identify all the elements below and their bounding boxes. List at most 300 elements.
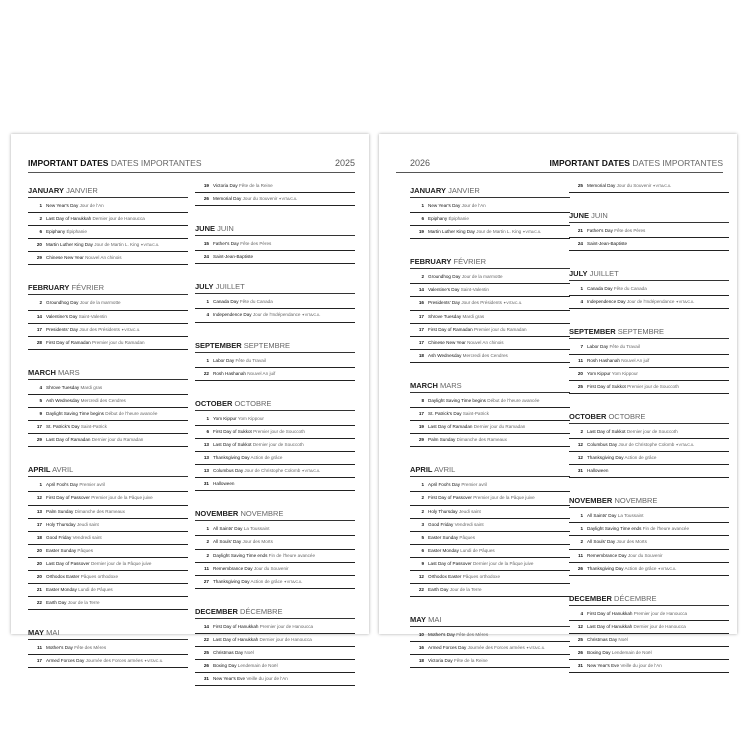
event-name-en: Easter Monday	[46, 587, 77, 593]
event-day: 3	[421, 521, 424, 527]
event-name-en: Martin Luther King Day	[46, 242, 93, 248]
event-day: 5	[39, 397, 42, 403]
event-row	[28, 558, 188, 571]
event-row	[569, 634, 729, 647]
spacer	[28, 447, 188, 459]
page-title: IMPORTANT DATES DATES IMPORTANTES	[28, 158, 202, 168]
event-row	[195, 634, 355, 647]
event-name-en: First Day of Sukkot	[587, 383, 626, 389]
month-heading	[28, 282, 188, 295]
event-row	[28, 421, 188, 434]
event-row	[410, 558, 570, 571]
month-heading	[28, 185, 188, 198]
event-name-fr: Action de grâce	[250, 578, 283, 584]
event-name-fr: Pâques	[77, 547, 94, 553]
event-day: 12	[418, 573, 424, 579]
event-row	[569, 536, 729, 549]
event-name-fr: Jour de Christophe Colomb	[618, 441, 675, 447]
event-name-en: Shrove Tuesday	[46, 384, 80, 390]
event-day: 2	[580, 539, 583, 545]
event-row	[195, 478, 355, 491]
event-day: 2	[580, 428, 583, 434]
event-name-fr: Jeudi saint	[458, 508, 481, 514]
event-name-en: Earth Day	[428, 587, 449, 593]
month-name-fr: AVRIL	[434, 465, 456, 475]
event-name-en: Valentine's Day	[46, 313, 78, 319]
event-day: 1	[580, 286, 583, 292]
event-day: 12	[577, 455, 583, 461]
column-left	[410, 180, 570, 668]
event-row	[569, 439, 729, 452]
event-row	[410, 492, 570, 505]
event-row	[28, 492, 188, 505]
event-name-en: All Souls' Day	[213, 539, 242, 545]
spacer	[410, 447, 570, 459]
event-name-fr: Fête des Pères	[240, 241, 272, 247]
planner-page-2025	[11, 134, 369, 682]
month-name-fr: JUILLET	[589, 269, 619, 279]
event-name-fr: Jeudi saint	[76, 521, 99, 527]
event-day: 5	[421, 534, 424, 540]
month-name-en: MARCH	[410, 380, 438, 390]
month-heading	[569, 411, 729, 424]
month-name-fr: NOVEMBRE	[614, 496, 658, 506]
event-name-en: Palm Sunday	[428, 437, 456, 443]
event-row	[195, 296, 355, 309]
event-name-en: All Saints' Day	[587, 513, 617, 519]
event-day: 16	[418, 645, 424, 651]
event-row	[28, 200, 188, 213]
month-name-fr: SEPTEMBRE	[617, 327, 665, 337]
month-heading	[410, 185, 570, 198]
event-name-en: Remembrance Day	[213, 565, 253, 571]
month-heading	[195, 508, 355, 521]
event-name-fr: Yom Kippour	[611, 370, 638, 376]
event-name-en: Easter Sunday	[46, 547, 77, 553]
event-day: 18	[418, 658, 424, 664]
event-name-en: Holy Thursday	[428, 508, 458, 514]
event-day: 1	[206, 299, 209, 305]
spacer	[28, 350, 188, 362]
event-name-en: Saint-Jean-Baptiste	[587, 241, 628, 247]
event-name-en: Last Day of Sukkot	[213, 441, 252, 447]
spacer	[410, 597, 570, 609]
event-row	[569, 660, 729, 673]
month-name-en: FEBRUARY	[410, 257, 452, 267]
page-title: IMPORTANT DATES DATES IMPORTANTES	[549, 158, 723, 168]
event-day: 6	[421, 547, 424, 553]
event-day: 12	[577, 441, 583, 447]
event-name-en: Last Day of Passover	[46, 560, 90, 566]
event-day: 1	[580, 526, 583, 532]
spacer	[410, 363, 570, 375]
event-name-en: Daylight Saving Time ends	[213, 552, 268, 558]
month-name-en: SEPTEMBER	[195, 340, 242, 350]
event-name-en: Boxing Day	[587, 649, 611, 655]
event-row	[569, 563, 729, 576]
event-name-fr: Fête des Pères	[614, 228, 646, 234]
event-row	[410, 519, 570, 532]
event-day: 26	[203, 663, 209, 669]
event-name-fr: Saint-Patrick	[462, 411, 489, 417]
planner-page-2026	[379, 134, 737, 669]
event-row	[28, 395, 188, 408]
event-name-fr: Premier jour de Souccoth	[253, 428, 305, 434]
event-name-fr: Jour des Morts	[616, 539, 647, 545]
event-day: 31	[203, 481, 209, 487]
event-name-en: Labor Day	[587, 344, 609, 350]
event-day: 26	[577, 565, 583, 571]
event-row	[28, 311, 188, 324]
event-row	[28, 479, 188, 492]
event-day: 20	[577, 370, 583, 376]
event-name-en: April Fool's Day	[428, 482, 461, 488]
event-name-en: Orthodox Easter	[428, 573, 462, 579]
event-name-fr: Journée des Forces armées	[85, 658, 143, 664]
month-name-en: MAY	[28, 628, 44, 638]
spacer	[195, 206, 355, 218]
event-name-fr: Pâques orthodoxe	[462, 573, 501, 579]
event-day: 2	[206, 539, 209, 545]
event-day: 1	[580, 513, 583, 519]
event-name-fr: Jour de Martin L. King	[476, 229, 522, 235]
event-day: 17	[36, 326, 42, 332]
vita-marker: ✦VITA/C-IL	[522, 230, 542, 235]
event-row	[410, 271, 570, 284]
event-name-en: Boxing Day	[213, 663, 237, 669]
event-name-en: Columbus Day	[587, 441, 618, 447]
event-row	[569, 426, 729, 439]
event-day: 11	[37, 645, 42, 651]
event-day: 6	[421, 216, 424, 222]
event-row	[195, 523, 355, 536]
event-day: 14	[418, 287, 424, 293]
month-heading	[195, 606, 355, 619]
event-row	[569, 283, 729, 296]
event-day: 27	[203, 578, 209, 584]
event-day: 11	[578, 552, 583, 558]
spacer	[195, 323, 355, 335]
event-row	[195, 536, 355, 549]
spacer	[569, 576, 729, 588]
event-name-en: Chinese New Year	[46, 255, 84, 261]
month-heading	[410, 614, 570, 627]
event-name-fr: Action de grâce	[624, 455, 657, 461]
event-name-fr: Dimanche des Rameaux	[74, 508, 125, 514]
event-name-fr: Dernier jour de Souccoth	[626, 428, 678, 434]
event-name-fr: Jour de la Terre	[449, 587, 482, 593]
event-name-en: First Day of Passover	[428, 495, 472, 501]
event-row	[410, 584, 570, 597]
event-day: 2	[206, 552, 209, 558]
event-row	[569, 225, 729, 238]
month-heading	[569, 593, 729, 606]
event-name-fr: Premier jour du Ramadan	[91, 339, 145, 345]
month-name-en: JANUARY	[28, 186, 64, 195]
event-day: 22	[418, 587, 424, 593]
month-name-fr: MAI	[428, 615, 442, 625]
month-heading	[410, 256, 570, 269]
event-name-fr: Jour de la Terre	[67, 600, 100, 606]
event-day: 25	[577, 636, 583, 642]
event-name-en: Thanksgiving Day	[587, 565, 624, 571]
month-name-en: SEPTEMBER	[569, 327, 616, 337]
event-name-fr: Jour du Souvenir	[253, 565, 289, 571]
spacer	[569, 251, 729, 263]
event-day: 18	[418, 352, 424, 358]
event-row	[28, 408, 188, 421]
event-row	[195, 660, 355, 673]
event-name-en: Mother's Day	[428, 632, 455, 638]
event-row	[195, 238, 355, 251]
spacer	[195, 589, 355, 601]
event-day: 22	[203, 636, 209, 642]
event-name-en: Victoria Day	[428, 658, 453, 664]
event-name-fr: Nouvel An juif	[621, 357, 650, 363]
event-row	[410, 200, 570, 213]
event-name-fr: Jour de l'Indépendance	[252, 312, 301, 318]
event-row	[28, 571, 188, 584]
event-row	[410, 311, 570, 324]
month-name-fr: MARS	[58, 367, 80, 377]
vita-marker: ✦VITA/C-IL	[675, 442, 695, 447]
month-name-en: DECEMBER	[195, 606, 238, 616]
event-name-en: April Fool's Day	[46, 482, 79, 488]
event-name-fr: Jour des Présidents	[79, 326, 120, 332]
event-name-en: Daylight Saving Time begins	[46, 411, 104, 417]
event-name-fr: Fête du Canada	[613, 286, 647, 292]
vita-marker: ✦VITA/C-IL	[526, 646, 545, 651]
event-row	[410, 571, 570, 584]
event-name-en: All Souls' Day	[587, 539, 616, 545]
event-row	[410, 642, 570, 655]
event-day: 14	[36, 313, 42, 319]
event-name-fr: Pâques orthodoxe	[80, 573, 119, 579]
event-name-en: Yom Kippur	[213, 415, 237, 421]
event-name-fr: Fête du Travail	[609, 344, 640, 350]
event-name-en: Easter Sunday	[428, 534, 459, 540]
event-name-fr: Journée des Forces armées	[467, 645, 525, 651]
event-name-fr: Fête des Mères	[456, 632, 489, 638]
event-name-en: Canada Day	[587, 286, 613, 292]
event-day: 14	[203, 623, 209, 629]
month-name-en: JUNE	[195, 224, 216, 234]
event-row	[410, 506, 570, 519]
event-row	[410, 655, 570, 668]
spacer	[195, 491, 355, 503]
event-row	[195, 309, 355, 322]
event-day: 21	[36, 587, 42, 593]
event-name-en: Daylight Saving Time ends	[587, 526, 642, 532]
month-heading	[195, 398, 355, 411]
event-name-en: Martin Luther King Day	[428, 229, 475, 235]
month-heading	[195, 340, 355, 353]
event-name-en: Epiphany	[46, 229, 66, 235]
month-name-fr: AVRIL	[52, 465, 74, 475]
event-name-en: Saint-Jean-Baptiste	[213, 254, 254, 260]
event-day: 31	[577, 468, 583, 474]
event-day: 28	[36, 339, 42, 345]
event-name-fr: Nouvel An chinois	[85, 255, 122, 261]
event-name-fr: Saint-Patrick	[80, 424, 107, 430]
event-day: 17	[418, 326, 424, 332]
event-day: 1	[421, 203, 424, 208]
year-label: 2025	[334, 158, 355, 168]
event-name-en: Thanksgiving Day	[213, 578, 250, 584]
event-day: 17	[418, 339, 424, 345]
event-name-en: Last Day of Hanukkah	[587, 623, 633, 629]
event-day: 17	[36, 658, 42, 664]
event-name-en: First Day of Passover	[46, 495, 90, 501]
event-name-en: Epiphany	[428, 216, 448, 222]
event-name-fr: Jour de l'An	[461, 203, 486, 208]
month-heading	[195, 223, 355, 236]
event-name-en: Christmas Day	[587, 636, 618, 642]
event-name-en: All Saints' Day	[213, 526, 243, 532]
event-day: 2	[39, 216, 42, 222]
event-name-fr: Fête de la Reine	[453, 658, 488, 664]
event-row	[28, 252, 188, 265]
event-name-en: Columbus Day	[213, 468, 244, 474]
event-name-fr: Vendredi saint	[72, 534, 102, 540]
event-name-fr: Dimanche des Rameaux	[456, 437, 507, 443]
month-heading	[569, 268, 729, 281]
month-name-en: JUNE	[569, 211, 590, 221]
event-row	[410, 350, 570, 363]
event-day: 13	[203, 468, 209, 474]
event-name-fr: Premier jour de Hanoucca	[633, 610, 688, 616]
event-name-en: Groundhog Day	[428, 274, 461, 280]
event-row	[569, 452, 729, 465]
month-name-en: OCTOBER	[569, 411, 607, 421]
event-row	[410, 213, 570, 226]
event-row	[195, 439, 355, 452]
month-heading	[569, 495, 729, 508]
event-row	[28, 545, 188, 558]
event-row	[569, 523, 729, 536]
event-row	[569, 355, 729, 368]
month-name-fr: SEPTEMBRE	[243, 340, 291, 350]
event-row	[28, 655, 188, 668]
event-day: 19	[418, 424, 424, 430]
event-name-fr: Premier jour de la Pâque juive	[91, 495, 153, 501]
event-row	[569, 296, 729, 309]
month-name-fr: JUIN	[591, 211, 608, 221]
event-row	[569, 550, 729, 563]
event-row	[410, 337, 570, 350]
event-day: 13	[203, 441, 209, 447]
event-name-fr: Fête des Mères	[74, 645, 107, 651]
event-name-en: Good Friday	[428, 521, 454, 527]
event-name-en: Labor Day	[213, 357, 235, 363]
month-name-en: NOVEMBER	[195, 509, 239, 519]
event-name-fr: Jour du Souvenir	[616, 183, 652, 188]
event-name-fr: Noël	[618, 636, 628, 642]
event-name-fr: Premier jour de Hanoucca	[259, 623, 314, 629]
event-day: 20	[36, 547, 42, 553]
event-row	[410, 629, 570, 642]
month-name-en: DECEMBER	[569, 593, 612, 603]
event-name-fr: Mardi gras	[462, 313, 485, 319]
event-name-en: Last Day of Hanukkah	[213, 636, 259, 642]
event-day: 2	[421, 508, 424, 514]
event-row	[28, 506, 188, 519]
event-day: 1	[206, 357, 209, 363]
column-right	[569, 180, 729, 673]
event-name-en: New Year's Eve	[587, 663, 620, 669]
event-day: 29	[36, 437, 42, 443]
event-day: 20	[36, 242, 42, 248]
event-day: 29	[418, 437, 424, 443]
month-name-fr: MARS	[440, 380, 462, 390]
event-day: 22	[36, 600, 42, 606]
event-name-fr: Dernier jour de Hanoucca	[259, 636, 312, 642]
event-name-en: Earth Day	[46, 600, 67, 606]
event-name-fr: Lendemain de Noël	[237, 663, 278, 669]
event-name-fr: Action de grâce	[624, 565, 657, 571]
event-name-fr: Jour de la marmotte	[79, 300, 121, 306]
event-row	[28, 324, 188, 337]
event-name-en: Rosh Hashanah	[213, 370, 246, 376]
event-day: 16	[418, 300, 424, 306]
event-name-fr: Dernier jour de la Pâque juive	[90, 560, 152, 566]
event-name-fr: Premier jour du Ramadan	[473, 326, 527, 332]
event-name-en: Armed Forces Day	[46, 658, 85, 664]
event-row	[28, 297, 188, 310]
event-day: 17	[36, 521, 42, 527]
event-name-en: Shrove Tuesday	[428, 313, 462, 319]
event-name-en: Thanksgiving Day	[587, 455, 624, 461]
event-day: 15	[203, 241, 209, 247]
event-name-en: New Year's Day	[46, 203, 79, 208]
event-row	[569, 465, 729, 478]
spacer	[569, 478, 729, 490]
event-name-fr: Mardi gras	[80, 384, 103, 390]
event-name-fr: Veille du jour de l'An	[620, 663, 662, 669]
event-row	[28, 226, 188, 239]
event-row	[195, 550, 355, 563]
event-day: 13	[36, 508, 42, 514]
event-name-fr: Dernier jour du Ramadan	[473, 424, 526, 430]
event-day: 4	[39, 384, 42, 390]
event-name-fr: Jour de Martin L. King	[94, 242, 140, 248]
event-name-fr: Premier avril	[461, 482, 488, 488]
column-right	[195, 180, 355, 686]
event-name-fr: Yom Kippour	[237, 415, 264, 421]
event-name-fr: Fin de l'heure avancée	[268, 552, 316, 558]
event-name-en: Presidents' Day	[46, 326, 79, 332]
event-day: 1	[206, 526, 209, 532]
event-day: 9	[39, 411, 42, 417]
event-day: 8	[421, 397, 424, 403]
spacer	[28, 265, 188, 277]
event-name-fr: Fête de la Reine	[238, 183, 273, 188]
spacer	[195, 381, 355, 393]
month-heading	[28, 464, 188, 477]
event-name-fr: Fête du Canada	[239, 299, 273, 305]
vita-marker: ✦VITA/C-IL	[301, 469, 321, 474]
event-name-fr: Jour des Présidents	[461, 300, 502, 306]
event-row	[410, 297, 570, 310]
event-row	[569, 381, 729, 394]
vita-marker: ✦VITA/C-IL	[652, 184, 672, 188]
event-name-fr: Vendredi saint	[454, 521, 484, 527]
event-day: 2	[421, 495, 424, 501]
event-row	[410, 284, 570, 297]
event-name-en: Daylight Saving Time begins	[428, 397, 486, 403]
event-row	[28, 584, 188, 597]
event-name-fr: Dernier jour de la Pâque juive	[472, 560, 534, 566]
